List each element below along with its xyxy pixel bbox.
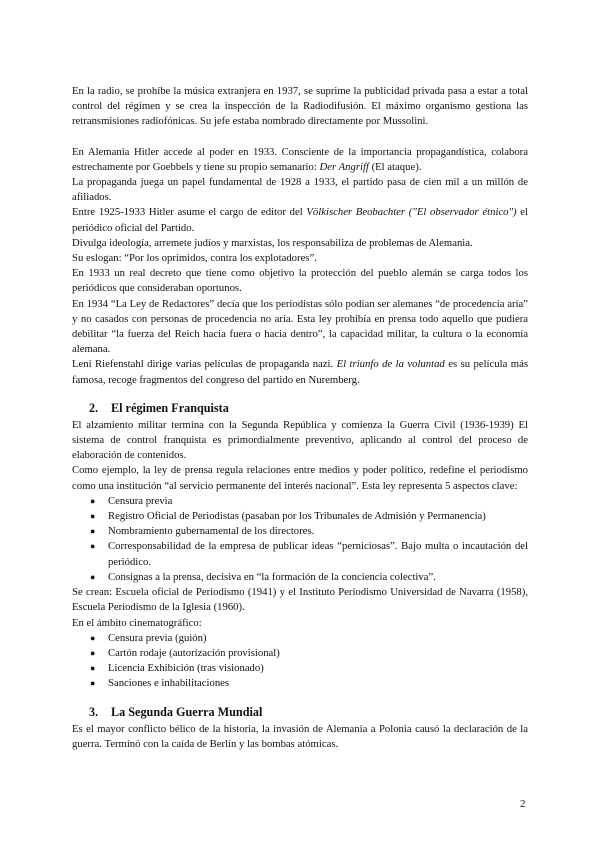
bullet-icon: ● — [90, 495, 96, 506]
list-item: ● Sanciones e inhabilitaciones — [72, 676, 528, 691]
alemania-paragraph-3: Entre 1925-1933 Hitler asume el cargo de editor del Völkischer Beobachter ("El observador étnico") el periódico oficial del Partido. — [72, 206, 528, 234]
franquista-paragraph-4: En el ámbito cinematográfico: — [72, 616, 202, 629]
radio-paragraph: En la radio, se prohíbe la música extranjera en 1937, se suprime la publicidad privada pasa a estar a total control del régimen y se crea la inspección de la Radiodifusión. El máximo organismo gestiona las retransmisiones radiofónicas. Su jefe estaba nombrado directamente por Mussolini. — [72, 85, 528, 128]
bullet-icon: ● — [90, 678, 96, 689]
aspects-list — [72, 494, 528, 585]
alemania-paragraph-4: Divulga ideología, arremete judíos y marxistas, los responsabiliza de problemas de Alemania. — [72, 236, 473, 249]
alemania-paragraph-5: Su eslogan: “Por los oprimidos, contra los explotadores”. — [72, 252, 317, 265]
list-item: ● Nombramiento gubernamental de los directores. — [72, 524, 528, 539]
document-body — [72, 84, 528, 752]
der-angriff-title: Der Angriff — [319, 160, 369, 173]
list-item: ● Censura previa (guión) — [72, 631, 528, 646]
alemania-paragraph-6: En 1933 un real decreto que tiene como objetivo la protección del pueblo alemán se carga todos los periódicos que consideraban oportunos. — [72, 267, 528, 295]
franquista-paragraph-1: El alzamiento militar termina con la Segunda República y comienza la Guerra Civil (1936-1939) El sistema de control franquista es primordialmente preventivo, aplicando al control del proceso de elaboración de contenidos. — [72, 418, 528, 462]
list-item: ● Consignas a la prensa, decisiva en “la formación de la conciencia colectiva”. — [72, 570, 528, 585]
bullet-icon: ● — [90, 511, 96, 522]
page-number: 2 — [520, 798, 526, 810]
volkischer-beobachter-title: Völkischer Beobachter ("El observador étnico") — [306, 206, 517, 219]
cinema-list — [72, 631, 528, 692]
bullet-icon: ● — [90, 571, 96, 582]
bullet-icon: ● — [90, 526, 96, 537]
triunfo-voluntad-title: El triunfo de la voluntad — [336, 358, 445, 371]
section-title: La Segunda Guerra Mundial — [111, 704, 263, 719]
bullet-icon: ● — [90, 541, 96, 552]
list-item: ● Corresponsabilidad de la empresa de publicar ideas “perniciosas”. Bajo multa o incautación del periódico. — [90, 540, 528, 568]
franquista-paragraph-2: Como ejemplo, la ley de prensa regula relaciones entre medios y poder político, redefine el periodismo como una institución “al servicio permanente del interés nacional”. Esta ley representa 5 aspectos clave: — [72, 464, 528, 492]
alemania-paragraph-1: En Alemania Hitler accede al poder en 1933. Consciente de la importancia propagandística, colabora estrechamente por Goebbels y tiene su propio semanario: Der Angriff (El ataque). — [72, 145, 528, 173]
bullet-icon: ● — [90, 663, 96, 674]
bullet-icon: ● — [90, 632, 96, 643]
section-number: 2. — [89, 400, 99, 415]
bullet-icon: ● — [90, 647, 96, 658]
section-heading-guerra — [72, 704, 528, 720]
alemania-paragraph-8: Leni Riefenstahl dirige varias películas de propaganda nazi. El triunfo de la voluntad es su película más famosa, recoge fragmentos del congreso del partido en Nuremberg. — [72, 358, 528, 386]
list-item: ● Cartón rodaje (autorización provisional) — [72, 646, 528, 661]
section-title: El régimen Franquista — [111, 400, 229, 415]
alemania-paragraph-7: En 1934 “La Ley de Redactores” decía que los periodistas sólo podían ser alemanes “de procedencia aria” y no casados con personas de procedencia no aria. Esta ley prohibía en prensa todo aquello que pudiera debilitar “la fuerza del Reich hacia fuera o hacia dentro”, la capacidad militar, la cultura o la economía alemana. — [72, 297, 528, 356]
section-heading-franquista — [72, 400, 528, 416]
list-item: ● Licencia Exhibición (tras visionado) — [72, 661, 528, 676]
list-item: ● Registro Oficial de Periodistas (pasaban por los Tribunales de Admisión y Permanencia) — [72, 509, 528, 524]
franquista-paragraph-3: Se crean: Escuela oficial de Periodismo (1941) y el Instituto Periodismo Universidad de Navarra (1958), Escuela Periodismo de la Iglesia (1960). — [72, 586, 528, 614]
section-number: 3. — [89, 704, 99, 719]
list-item: ● Censura previa — [72, 494, 528, 509]
guerra-paragraph-1: Es el mayor conflicto bélico de la historia, la invasión de Alemania a Polonia causó la declaración de la guerra. Terminó con la caída de Berlín y las bombas atómicas. — [72, 722, 528, 750]
alemania-paragraph-2: La propaganda juega un papel fundamental de 1928 a 1933, el partido pasa de cien mil a un millón de afiliados. — [72, 176, 528, 204]
